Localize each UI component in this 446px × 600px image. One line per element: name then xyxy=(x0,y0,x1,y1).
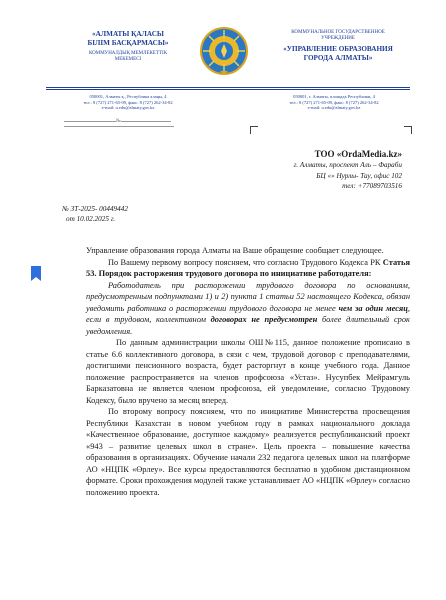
ref-number-field xyxy=(64,119,174,124)
org-name-ru-line1: «УПРАВЛЕНИЕ ОБРАЗОВАНИЯ xyxy=(283,45,393,53)
address-ru-line1: 050001, г. Алматы, площадь Республики, 4 xyxy=(293,94,375,99)
quote-part3: более длительный срок уведомления. xyxy=(86,315,410,336)
outgoing-number: № ЗТ-2025- 00449442 xyxy=(62,205,128,213)
org-type-kz-line2: МЕКЕМЕСІ xyxy=(114,57,142,62)
letterhead-kazakh xyxy=(58,30,198,63)
paragraph-first-question xyxy=(86,257,410,280)
corner-mark-right xyxy=(404,126,412,134)
article-quote xyxy=(86,280,410,338)
org-type-ru-line1: КОММУНАЛЬНОЕ ГОСУДАРСТВЕННОЕ xyxy=(291,30,385,35)
quote-part2: , если в трудовом, коллективном xyxy=(86,303,410,324)
address-kz-line3: e-mail: u.edu@almaty.gov.kz xyxy=(101,105,155,110)
letterhead-russian xyxy=(268,30,408,63)
ref-blank-line xyxy=(64,126,174,127)
bookmark-icon[interactable] xyxy=(30,266,42,282)
recipient-phone: тел: +77089703516 xyxy=(342,182,402,190)
address-kz xyxy=(58,94,198,111)
recipient-name: ТОО «OrdaMedia.kz» xyxy=(314,149,402,159)
outgoing-date: от 10.02.2025 г. xyxy=(66,215,116,223)
recipient-block xyxy=(294,148,402,192)
address-ru-line3: e-mail: u.edu@almaty.gov.kz xyxy=(307,105,361,110)
recipient-address-line2: БЦ «» Нурлы- Тау, офис 102 xyxy=(316,171,402,180)
header-divider-top xyxy=(46,87,410,88)
quote-bold-month: чем за один месяц xyxy=(338,303,408,313)
address-kz-line2: тел.: 8 (727) 271-65-09, факс: 8 (727) 262-34-82 xyxy=(83,99,173,105)
corner-mark-left xyxy=(250,126,258,134)
recipient-address-line1: г. Алматы, проспект Аль – Фараби xyxy=(293,161,402,169)
letter-body xyxy=(86,245,410,498)
ref-number-mark: № xyxy=(116,119,121,124)
address-ru-line2: тел.: 8 (727) 271-65-09, факс: 8 (727) 262-34-82 xyxy=(289,99,379,105)
org-type-kz-line1: КОММУНАЛДЫҚ МЕМЛЕКЕТТІК xyxy=(88,51,168,56)
address-ru xyxy=(264,94,404,111)
intro-paragraph: Управление образования города Алматы на Ваше обращение сообщает следующее. xyxy=(86,246,384,255)
article-53-heading: Статья 53. Порядок расторжения трудового договора по инициативе работодателя: xyxy=(86,257,410,278)
quote-part1: Работодатель при расторжении трудового договора по основаниям, предусмотренным подпунктами 1) и 2) пункта 1 статьи 52 настоящего Кодекса, обязан уведомить работника о расторжении трудового договора не менее xyxy=(86,280,410,313)
kazakhstan-emblem-icon xyxy=(199,26,249,76)
org-name-kz-line2: БІЛІМ БАСҚАРМАСЫ» xyxy=(87,39,169,47)
quote-bold-contracts: договорах не предусмотрен xyxy=(210,315,318,324)
first-question-lead: По Вашему первому вопросу поясняем, что согласно Трудового Кодекса РК xyxy=(108,257,383,267)
org-name-ru-line2: ГОРОДА АЛМАТЫ» xyxy=(303,54,373,62)
second-question-paragraph: По второму вопросу поясняем, что по инициативе Министерства просвещения Республики Казахстан в новом учебном году в рамках национального доклада «Качественное образование, доступное каждому» реализуется республиканский проект «943 – развитие целевых школ в стране». Цель проекта – повышение качества образования в организациях. Обучение начали 232 педагога целевых школ на платформе АО «НЦПК «Өрлеу». Все курсы предоставляются бесплатно в удобном дистанционном формате. Сроки прохождения модулей также устанавливает АО «НЦПК «Өрлеу» согласно положению проекта. xyxy=(86,407,410,497)
org-name-kz-line1: «АЛМАТЫ ҚАЛАСЫ xyxy=(92,30,164,38)
outgoing-reference xyxy=(62,204,128,224)
school-paragraph: По данным администрации школы ОШ№115, данное положение прописано в статье 6.6 коллективного договора, в сязи с чем, трудовой договор с преподавателями, достигшими пенсионного возраста, будет расторгнут в конце учебного года. Данное положение распространяется на членов профсоюза «Устаз». Нусупбек Мейрамгуль Барказатовна не является членом профсоюза, ей уведомление, согласно Трудовому Кодексу, было вручено за месяц вперед. xyxy=(86,338,410,405)
address-kz-line1: 050001, Алматы қ., Республика алаңы, 4 xyxy=(89,94,167,99)
header-divider-bottom xyxy=(46,89,410,90)
org-type-ru-line2: УЧРЕЖДЕНИЕ xyxy=(321,36,355,41)
